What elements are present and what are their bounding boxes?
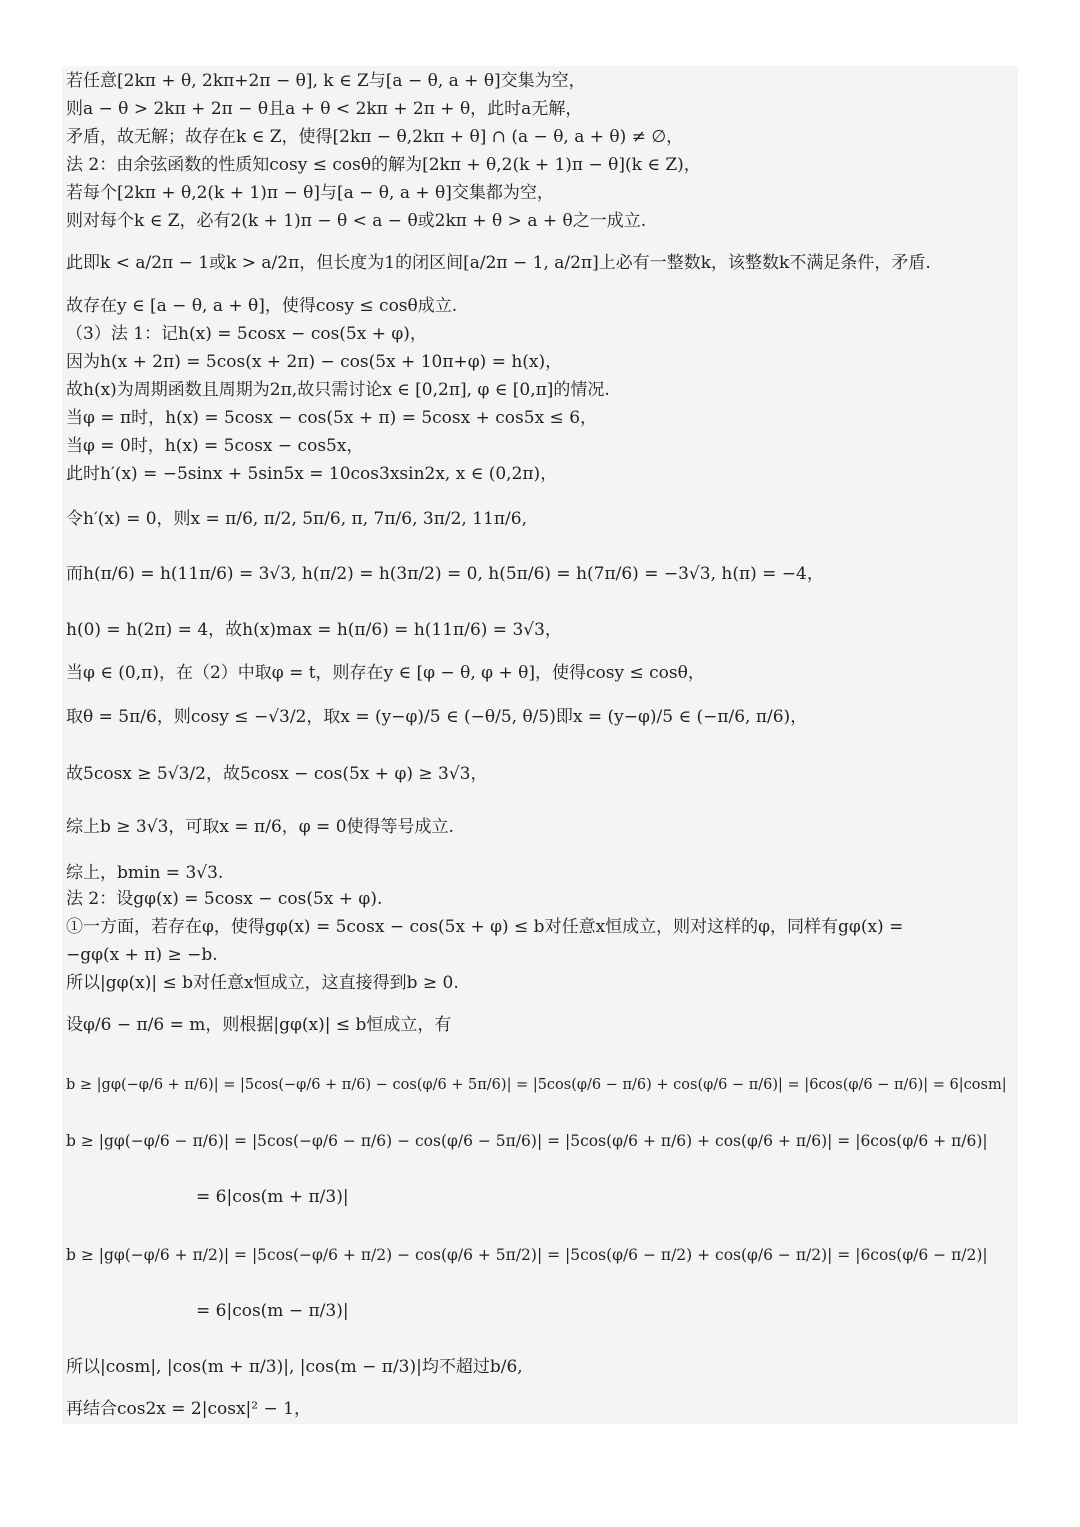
text-line: 所以|gφ(x)| ≤ b对任意x恒成立，这直接得到b ≥ 0.	[66, 973, 459, 993]
text-line: 此时h′(x) = −5sinx + 5sin5x = 10cos3xsin2x, x ∈ (0,2π)，	[66, 464, 558, 484]
text-line: 法 2：由余弦函数的性质知cosy ≤ cosθ的解为[2kπ + θ,2(k + 1)π − θ](k ∈ Z)，	[66, 155, 701, 175]
text-line: 再结合cos2x = 2|cosx|² − 1，	[66, 1399, 311, 1419]
text-line: 综上，bmin = 3√3.	[66, 863, 224, 883]
formula-line: = 6|cos(m − π/3)|	[196, 1301, 349, 1321]
text-line: 设φ/6 − π/6 = m，则根据|gφ(x)| ≤ b恒成立，有	[66, 1015, 452, 1035]
section-heading: 法 2：设gφ(x) = 5cosx − cos(5x + φ).	[66, 889, 383, 909]
formula-line: b ≥ |gφ(−φ/6 + π/2)| = |5cos(−φ/6 + π/2) − cos(φ/6 + 5π/2)| = |5cos(φ/6 − π/2) + cos(φ/6 − π/2)| = |6cos(φ/6 − π/2)|	[66, 1246, 988, 1264]
text-line: 矛盾，故无解；故存在k ∈ Z，使得[2kπ − θ,2kπ + θ] ∩ (a − θ, a + θ) ≠ ∅，	[66, 127, 684, 147]
section-heading: （3）法 1：记h(x) = 5cosx − cos(5x + φ)，	[66, 324, 427, 344]
text-line: 若任意[2kπ + θ, 2kπ+2π − θ], k ∈ Z与[a − θ, a + θ]交集为空，	[66, 71, 586, 91]
text-line: 综上b ≥ 3√3，可取x = π/6，φ = 0使得等号成立.	[66, 817, 454, 837]
text-line: 令h′(x) = 0，则x = π/6, π/2, 5π/6, π, 7π/6, 3π/2, 11π/6,	[66, 509, 527, 529]
text-line: −gφ(x + π) ≥ −b.	[66, 945, 218, 965]
text-line: ①一方面，若存在φ，使得gφ(x) = 5cosx − cos(5x + φ) ≤ b对任意x恒成立，则对这样的φ，同样有gφ(x) =	[66, 917, 904, 937]
text-line: 故5cosx ≥ 5√3/2，故5cosx − cos(5x + φ) ≥ 3√3，	[66, 764, 488, 784]
text-line: 而h(π/6) = h(11π/6) = 3√3, h(π/2) = h(3π/2) = 0, h(5π/6) = h(7π/6) = −3√3, h(π) = −4，	[66, 564, 824, 584]
text-line: 所以|cosm|, |cos(m + π/3)|, |cos(m − π/3)|均不超过b/6,	[66, 1357, 523, 1377]
text-line: 当φ = π时，h(x) = 5cosx − cos(5x + π) = 5cosx + cos5x ≤ 6，	[66, 408, 598, 428]
formula-line: b ≥ |gφ(−φ/6 + π/6)| = |5cos(−φ/6 + π/6) − cos(φ/6 + 5π/6)| = |5cos(φ/6 − π/6) + cos(φ/6 − π/6)| = |6cos(φ/6 − π/6)| = 6|cosm|	[66, 1077, 1007, 1093]
text-line: 此即k < a/2π − 1或k > a/2π，但长度为1的闭区间[a/2π − 1, a/2π]上必有一整数k，该整数k不满足条件，矛盾.	[66, 253, 931, 273]
formula-line: b ≥ |gφ(−φ/6 − π/6)| = |5cos(−φ/6 − π/6) − cos(φ/6 − 5π/6)| = |5cos(φ/6 + π/6) + cos(φ/6 + π/6)| = |6cos(φ/6 + π/6)|	[66, 1132, 988, 1150]
text-line: 因为h(x + 2π) = 5cos(x + 2π) − cos(5x + 10π+φ) = h(x)，	[66, 352, 563, 372]
text-line: 若每个[2kπ + θ,2(k + 1)π − θ]与[a − θ, a + θ]交集都为空，	[66, 183, 554, 203]
text-line: 取θ = 5π/6，则cosy ≤ −√3/2，取x = (y−φ)/5 ∈ (−θ/5, θ/5)即x = (y−φ)/5 ∈ (−π/6, π/6)，	[66, 707, 808, 727]
text-line: 当φ = 0时，h(x) = 5cosx − cos5x，	[66, 436, 364, 456]
text-line: 当φ ∈ (0,π)，在（2）中取φ = t，则存在y ∈ [φ − θ, φ + θ]，使得cosy ≤ cosθ，	[66, 663, 705, 683]
text-line: 故存在y ∈ [a − θ, a + θ]，使得cosy ≤ cosθ成立.	[66, 296, 458, 316]
text-line: 则a − θ > 2kπ + 2π − θ且a + θ < 2kπ + 2π + θ，此时a无解，	[66, 99, 583, 119]
text-line: 则对每个k ∈ Z，必有2(k + 1)π − θ < a − θ或2kπ + θ > a + θ之一成立.	[66, 211, 647, 231]
formula-line: = 6|cos(m + π/3)|	[196, 1187, 349, 1207]
text-line: 故h(x)为周期函数且周期为2π,故只需讨论x ∈ [0,2π], φ ∈ [0,π]的情况.	[66, 380, 610, 400]
text-line: h(0) = h(2π) = 4，故h(x)max = h(π/6) = h(11π/6) = 3√3，	[66, 620, 562, 640]
